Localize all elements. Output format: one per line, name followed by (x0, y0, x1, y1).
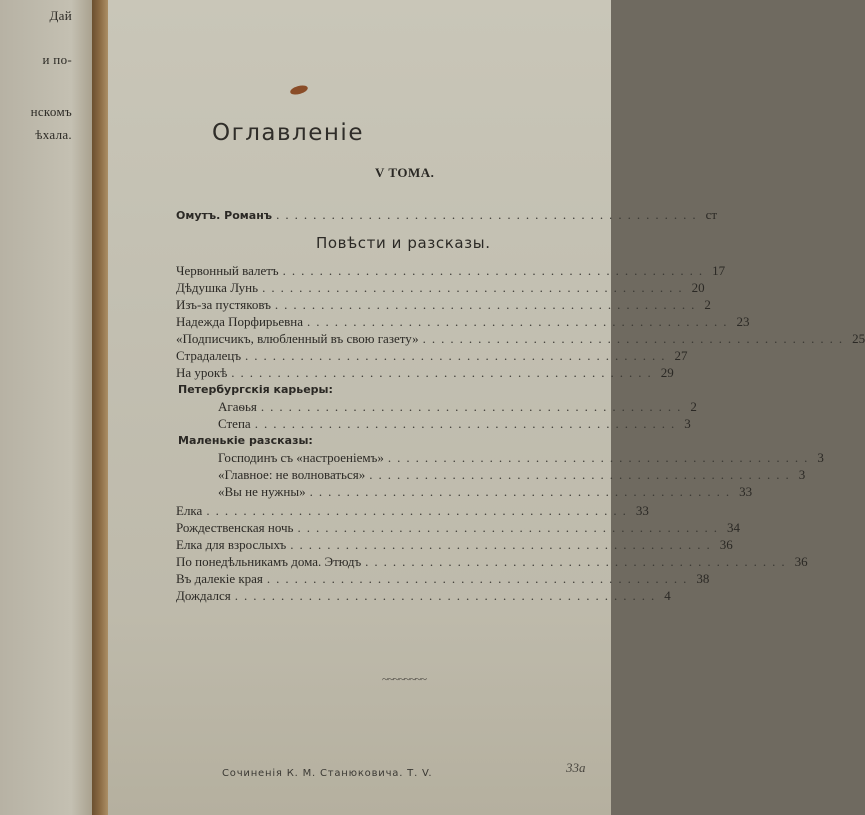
toc-entry-page: 29 (660, 365, 674, 380)
toc-entry-label: По понедѣльникамъ дома. Этюдъ (176, 554, 362, 569)
toc-leader-dots: .............................................. (369, 467, 795, 482)
toc-entry-label: «Вы не нужны» (218, 484, 306, 499)
toc-entry-page: ст (705, 207, 718, 222)
toc-entry-page: 3 (817, 450, 824, 465)
toc-leader-dots: .............................................. (245, 348, 671, 363)
toc-entry (218, 484, 753, 500)
toc-entry (176, 554, 808, 570)
toc-entry-page: 36 (794, 554, 808, 569)
toc-group-heading: Петербургскія карьеры: (178, 383, 333, 396)
toc-entry (176, 297, 711, 313)
toc-entry-page: 17 (712, 263, 726, 278)
toc-entry-label: Елка (176, 503, 203, 518)
toc-group-heading: Маленькіе разсказы: (178, 434, 313, 447)
toc-entry-label: Страдалецъ (176, 348, 242, 363)
toc-leader-dots: .............................................. (309, 484, 736, 499)
toc-entry-label: Господинъ съ «настроеніемъ» (218, 450, 384, 465)
toc-entry (176, 571, 710, 587)
toc-leader-dots: .............................................. (274, 297, 701, 312)
toc-entry (176, 207, 718, 223)
toc-leader-dots: .............................................. (260, 399, 687, 414)
toc-entry-page: 2 (704, 297, 711, 312)
toc-entry (176, 537, 733, 553)
section-heading: Повѣсти и разсказы. (316, 234, 491, 252)
toc-entry-label: Омутъ. Романъ (176, 209, 273, 222)
toc-leader-dots: .............................................. (266, 571, 693, 586)
toc-entry (176, 588, 671, 604)
toc-entry-page: 27 (674, 348, 688, 363)
sheet-mark: 33a (566, 760, 586, 775)
toc-entry-page: 2 (690, 399, 697, 414)
toc-entry (176, 331, 865, 347)
toc-entry-label: На урокѣ (176, 365, 228, 380)
toc-entry-label: Агаѳья (218, 399, 257, 414)
toc-entry (176, 520, 740, 536)
toc-leader-dots: .............................................. (297, 520, 723, 535)
toc-entry-label: Елка для взрослыхъ (176, 537, 287, 552)
previous-page-line: Дай (49, 8, 72, 23)
toc-entry-page: 38 (696, 571, 710, 586)
toc-entry-label: Степа (218, 416, 251, 431)
previous-page-line: нскомъ (30, 104, 72, 119)
previous-page (0, 0, 102, 815)
toc-leader-dots: .............................................. (365, 554, 791, 569)
toc-entry-page: 4 (664, 588, 671, 603)
signature-line: Сочиненія К. М. Станюковича. Т. V. (222, 768, 433, 779)
toc-entry (176, 280, 705, 296)
toc-leader-dots: .............................................. (262, 280, 688, 295)
toc-entry (176, 348, 688, 364)
toc-entry-page: 33 (635, 503, 649, 518)
toc-entry-label: Въ далекіе края (176, 571, 263, 586)
toc-entry (218, 450, 824, 466)
toc-entry-label: Дождался (176, 588, 231, 603)
toc-entry (218, 399, 697, 415)
toc-entry-label: «Подписчикъ, влюбленный въ свою газету» (176, 331, 419, 346)
toc-entry-page: 20 (691, 280, 705, 295)
toc-entry-page: 3 (684, 416, 691, 431)
toc-entry-label: Дѣдушка Лунь (176, 280, 259, 295)
toc-entry (176, 503, 649, 519)
toc-entry-page: 25 (852, 331, 865, 346)
toc-entry (176, 365, 674, 381)
toc-leader-dots: .............................................. (254, 416, 681, 431)
toc-leader-dots: .............................................. (290, 537, 716, 552)
toc-entry-page: 23 (736, 314, 750, 329)
volume-subtitle: V ТОМА. (375, 165, 435, 180)
toc-leader-dots: .............................................. (307, 314, 733, 329)
previous-page-line: и по- (42, 52, 72, 67)
toc-entry-label: Надежда Порфирьевна (176, 314, 303, 329)
toc-entry (218, 416, 691, 432)
page-title: Оглавленіе (212, 120, 364, 146)
toc-entry-label: Рождественская ночь (176, 520, 294, 535)
toc-entry-label: Червонный валетъ (176, 263, 279, 278)
toc-leader-dots: .............................................. (282, 263, 709, 278)
toc-leader-dots: .............................................. (422, 331, 849, 346)
toc-leader-dots: .............................................. (206, 503, 632, 518)
toc-entry-page: 33 (739, 484, 753, 499)
toc-entry-page: 34 (727, 520, 740, 535)
toc-entry-page: 3 (798, 467, 806, 482)
toc-entry (176, 314, 750, 330)
previous-page-line: ѣхала. (35, 127, 72, 142)
toc-leader-dots: .............................................. (231, 365, 657, 380)
toc-entry-label: «Главное: не волноваться» (218, 467, 366, 482)
closing-ornament: ~~~~~~~~ (382, 672, 426, 686)
toc-entry (176, 263, 726, 279)
toc-entry (218, 467, 806, 483)
toc-entry-label: Изъ-за пустяковъ (176, 297, 271, 312)
toc-leader-dots: .............................................. (234, 588, 661, 603)
toc-leader-dots: .............................................. (387, 450, 814, 465)
toc-leader-dots: .............................................. (276, 207, 702, 222)
toc-entry-page: 36 (719, 537, 733, 552)
